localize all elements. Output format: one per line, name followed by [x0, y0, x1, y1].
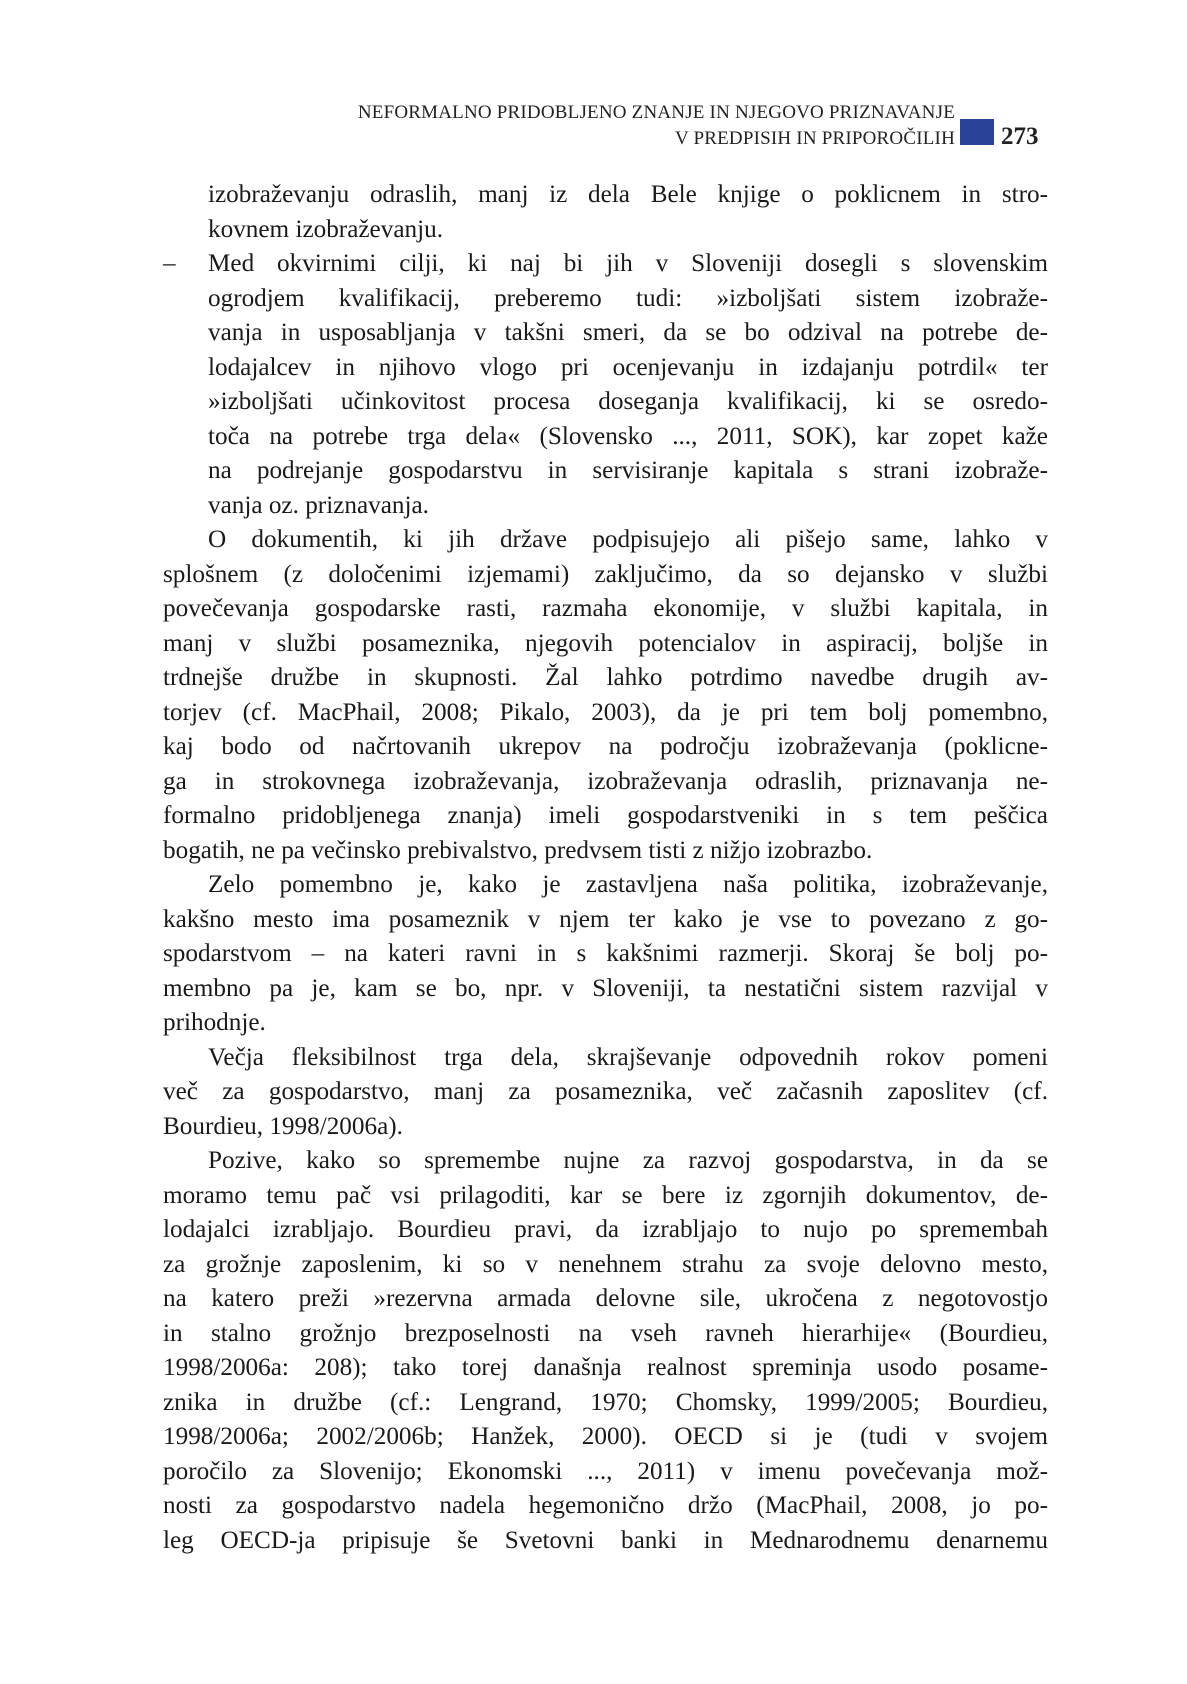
text-line: lodajalci izrabljajo. Bourdieu pravi, da izrabljajo to nujo po spremembah: [163, 1216, 1048, 1243]
text-line: leg OECD-ja pripisuje še Svetovni banki in Mednarodnemu denarnemu: [163, 1526, 1048, 1554]
text-line: 1998/2006a: 208); tako torej današnja realnost spreminja usodo posame-: [163, 1354, 1048, 1381]
running-title-line2: V PREDPISIH IN PRIPOROČILIH: [674, 128, 955, 149]
paragraph-2: [163, 868, 1048, 1041]
text-line: torjev (cf. MacPhail, 2008; Pikalo, 2003), da je pri tem bolj pomembno,: [163, 698, 1048, 726]
text-line: kakšno mesto ima posameznik v njem ter kako je vse to povezano z go-: [163, 905, 1048, 933]
text-line: prihodnje.: [163, 1009, 266, 1036]
text-line: Zelo pomembno je, kako je zastavljena naša politika, izobraževanje,: [208, 871, 1048, 898]
text-line: formalno pridobljenega znanja) imeli gospodarstveniki in s tem peščica: [163, 802, 1048, 829]
text-line: za grožnje zaposlenim, ki so v nenehnem strahu za svoje delovno mesto,: [163, 1250, 1048, 1278]
text-line: vanja oz. priznavanja.: [208, 491, 429, 519]
text-line: Med okvirnimi cilji, ki naj bi jih v Sloveniji dosegli s slovenskim: [208, 250, 1048, 277]
bullet-item: [163, 247, 1048, 523]
continued-bullet-text: [163, 178, 1048, 247]
text-line: kovnem izobraževanju.: [208, 215, 443, 243]
text-line: membno pa je, kam se bo, npr. v Sloveniji, ta nestatični sistem razvijal v: [163, 974, 1048, 1002]
text-line: spodarstvom – na kateri ravni in s kakšnimi razmerji. Skoraj še bolj po-: [163, 940, 1048, 967]
paragraph-1: [163, 523, 1048, 868]
text-line: »izboljšati učinkovitost procesa doseganja kvalifikacij, ki se osredo-: [208, 388, 1048, 415]
text-line: 1998/2006a; 2002/2006b; Hanžek, 2000). OECD si je (tudi v svojem: [163, 1423, 1048, 1450]
text-line: toča na potrebe trga dela« (Slovensko ..., 2011, SOK), kar zopet kaže: [208, 422, 1048, 450]
text-line: kaj bodo od načrtovanih ukrepov na področju izobraževanja (poklicne-: [163, 733, 1048, 760]
running-title-line1: NEFORMALNO PRIDOBLJENO ZNANJE IN NJEGOVO PRIZNAVANJE: [357, 102, 955, 123]
body-text: [163, 178, 1048, 1558]
text-line: moramo temu pač vsi prilagoditi, kar se bere iz zgornjih dokumentov, de-: [163, 1181, 1048, 1209]
text-line: na katero preži »rezervna armada delovne sile, ukročena z negotovostjo: [163, 1285, 1048, 1312]
text-line: lodajalcev in njihovo vlogo pri ocenjevanju in izdajanju potrdil« ter: [208, 353, 1048, 381]
text-line: manj v službi posameznika, njegovih potencialov in aspiracij, boljše in: [163, 629, 1048, 657]
text-line: znika in družbe (cf.: Lengrand, 1970; Chomsky, 1999/2005; Bourdieu,: [163, 1388, 1048, 1416]
text-line: Pozive, kako so spremembe nujne za razvoj gospodarstva, in da se: [208, 1147, 1048, 1174]
text-line: bogatih, ne pa večinsko prebivalstvo, predvsem tisti z nižjo izobrazbo.: [163, 836, 873, 864]
text-line: O dokumentih, ki jih države podpisujejo ali pišejo same, lahko v: [208, 526, 1048, 553]
text-line: Večja fleksibilnost trga dela, skrajševanje odpovednih rokov pomeni: [208, 1043, 1048, 1071]
page-marker-square: [960, 119, 994, 145]
text-line: na podrejanje gospodarstvu in servisiranje kapitala s strani izobraže-: [208, 457, 1048, 484]
paragraph-3: [163, 1041, 1048, 1145]
text-line: več za gospodarstvo, manj za posameznika, več začasnih zaposlitev (cf.: [163, 1078, 1048, 1105]
dash-bullet-icon: –: [163, 250, 176, 277]
text-line: in stalno grožnjo brezposelnosti na vseh ravneh hierarhije« (Bourdieu,: [163, 1319, 1048, 1347]
text-line: izobraževanju odraslih, manj iz dela Bele knjige o poklicnem in stro-: [208, 181, 1048, 208]
text-line: trdnejše družbe in skupnosti. Žal lahko potrdimo navedbe drugih av-: [163, 664, 1048, 691]
text-line: splošnem (z določenimi izjemami) zaključimo, da so dejansko v službi: [163, 560, 1048, 588]
text-line: Bourdieu, 1998/2006a).: [163, 1112, 403, 1140]
text-line: povečevanja gospodarske rasti, razmaha ekonomije, v službi kapitala, in: [163, 595, 1048, 622]
page-number: 273: [1001, 123, 1039, 150]
text-line: nosti za gospodarstvo nadela hegemonično držo (MacPhail, 2008, jo po-: [163, 1492, 1048, 1519]
text-line: poročilo za Slovenijo; Ekonomski ..., 2011) v imenu povečevanja mož-: [163, 1457, 1048, 1485]
running-header: [250, 100, 955, 152]
text-line: ogrodjem kvalifikacij, preberemo tudi: »izboljšati sistem izobraže-: [208, 284, 1048, 312]
paragraph-4: [163, 1144, 1048, 1558]
text-line: ga in strokovnega izobraževanja, izobraževanja odraslih, priznavanja ne-: [163, 767, 1048, 795]
text-line: vanja in usposabljanja v takšni smeri, da se bo odzival na potrebe de-: [208, 319, 1048, 346]
